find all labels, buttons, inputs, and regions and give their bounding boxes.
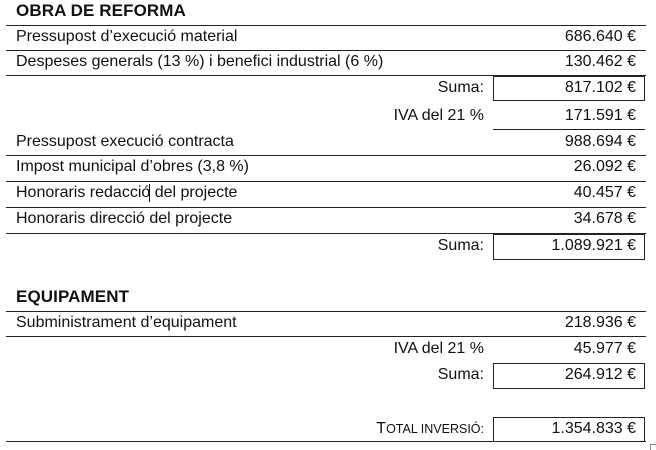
row-value-honoraris-redaccio: 40.457 € (573, 184, 636, 201)
divider (6, 155, 646, 156)
divider (6, 50, 646, 51)
suma-value: 817.102 € (564, 79, 636, 96)
row-label-honoraris-direccio: Honoraris direcció del projecte (16, 210, 233, 227)
suma-label: Suma: (437, 366, 484, 383)
total-label-rest: OTAL INVERSIÓ: (386, 422, 484, 436)
divider (6, 207, 646, 208)
page-corner-mark (650, 444, 656, 450)
total-label (376, 419, 484, 439)
total-label-initial: T (376, 420, 387, 437)
row-label-honoraris-redaccio: Honoraris redacció del projecte (16, 184, 238, 201)
suma-label: Suma: (437, 237, 484, 254)
divider (6, 311, 646, 312)
row-value-despeses-generals: 130.462 € (564, 53, 636, 70)
divider (493, 129, 645, 130)
row-value-impost-municipal: 26.092 € (573, 158, 636, 175)
total-value: 1.354.833 € (551, 420, 636, 437)
row-label-impost-municipal: Impost municipal d’obres (3,8 %) (16, 158, 249, 175)
row-value-pressupost-contracta: 988.694 € (564, 133, 636, 150)
text-cursor (149, 184, 150, 202)
divider (6, 181, 646, 182)
row-label-subministrament: Subministrament d’equipament (16, 314, 237, 331)
divider (6, 336, 646, 337)
iva-label: IVA del 21 % (393, 107, 484, 124)
obra-heading: OBRA DE REFORMA (16, 1, 186, 20)
divider (6, 441, 646, 442)
suma-value: 264.912 € (564, 366, 636, 383)
suma-label: Suma: (437, 79, 484, 96)
row-value-honoraris-direccio: 34.678 € (573, 210, 636, 227)
row-label-pressupost-material: Pressupost d’execució material (16, 28, 238, 45)
row-value-subministrament: 218.936 € (564, 314, 636, 331)
row-value-pressupost-material: 686.640 € (564, 28, 636, 45)
row-label-pressupost-contracta: Pressupost execució contracta (16, 133, 234, 150)
iva-value: 45.977 € (573, 340, 636, 357)
row-label-despeses-generals: Despeses generals (13 %) i benefici industrial (6 %) (16, 53, 384, 70)
suma-value: 1.089.921 € (551, 237, 636, 254)
iva-value: 171.591 € (564, 107, 636, 124)
divider (6, 25, 646, 26)
iva-label: IVA del 21 % (393, 340, 484, 357)
equipament-heading: EQUIPAMENT (16, 287, 130, 306)
